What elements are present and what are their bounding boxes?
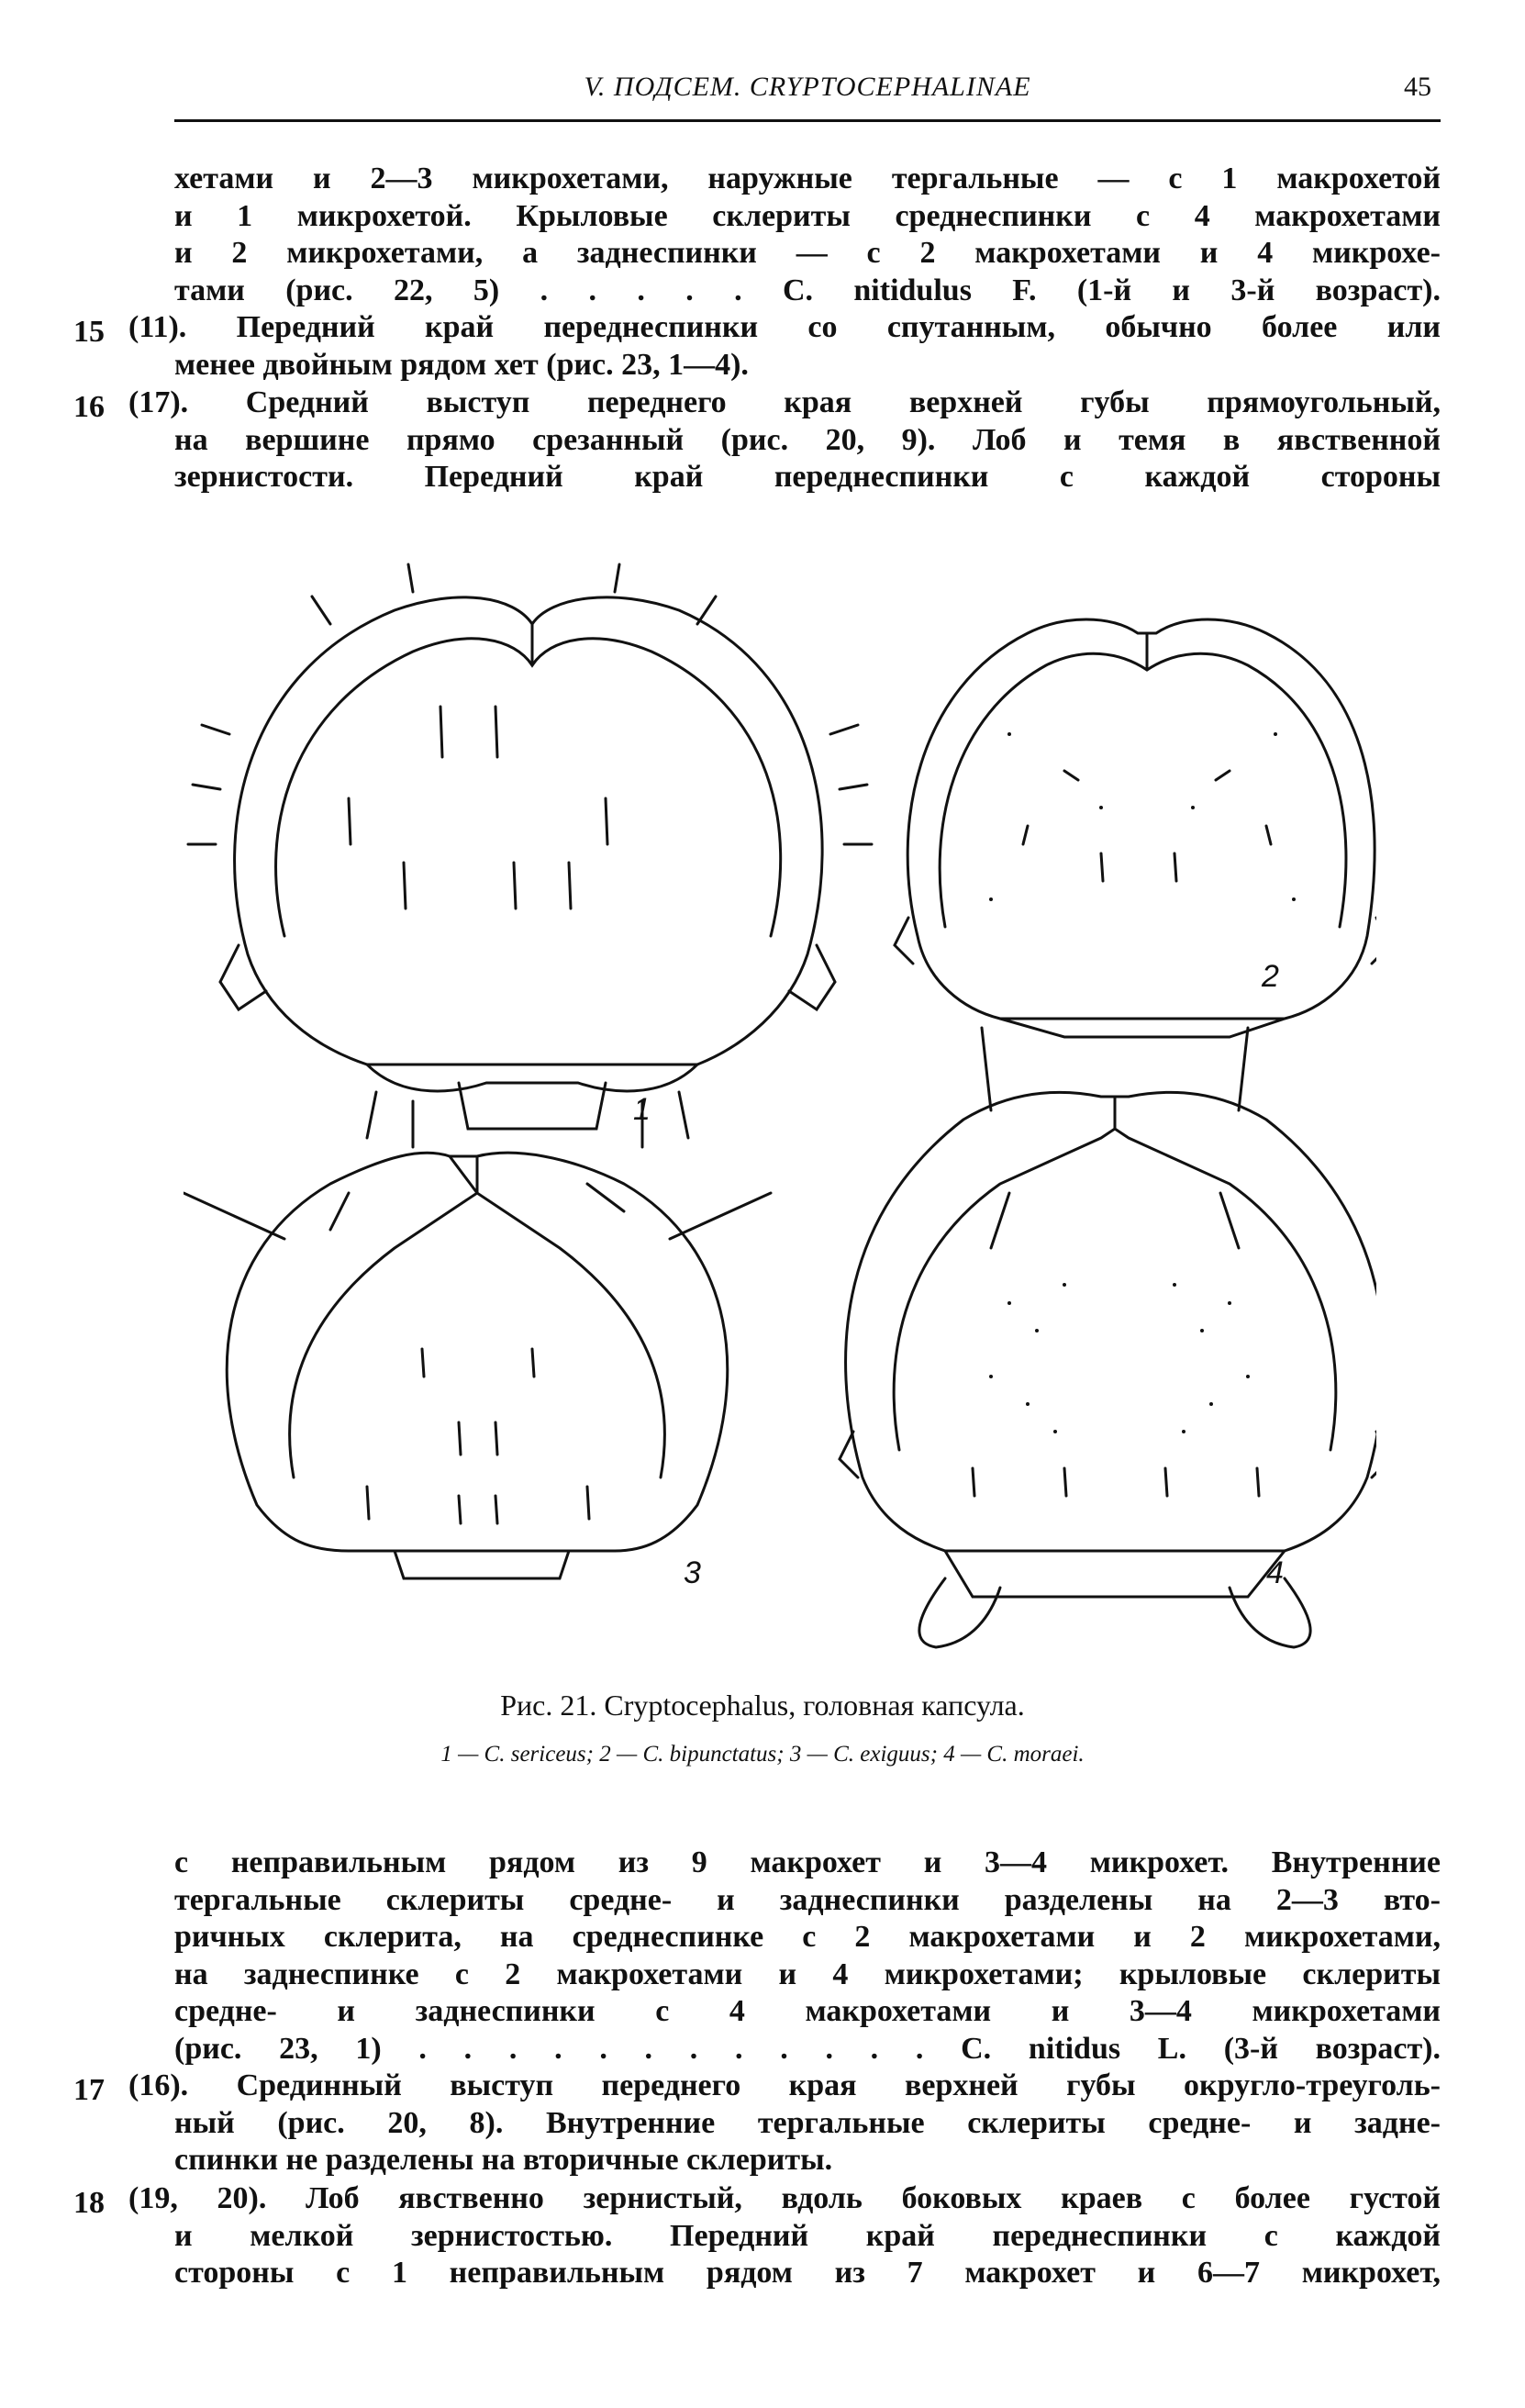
text-line: менее двойным рядом хет (рис. 23, 1—4).: [174, 347, 749, 382]
key-number-17: 17: [73, 2073, 105, 2107]
figure-label-1: 1: [633, 1092, 651, 1127]
key-number-18: 18: [73, 2186, 105, 2220]
drawing-4-moraei: [840, 1028, 1376, 1647]
key-number-15: 15: [73, 315, 105, 349]
key-item-17: [128, 2068, 1441, 2179]
figure-legend: 1 — C. sericeus; 2 — C. bipunctatus; 3 — C. exiguus; 4 — C. moraei.: [440, 1742, 1085, 1767]
figure-label-4: 4: [1266, 1555, 1284, 1590]
page-number: 45: [1404, 72, 1431, 102]
text-line: и мелкой зернистостью. Передний край переднеспинки с каждой: [174, 2218, 1441, 2253]
text-line: (16). Срединный выступ переднего края верхней губы округло-треуголь-: [128, 2068, 1441, 2102]
paragraph-continuation: [174, 161, 1441, 309]
key-item-16: [128, 385, 1441, 496]
text-line: и 1 микрохетой. Крыловые склериты среднеспинки с 4 макрохетами: [174, 198, 1441, 233]
text-line: хетами и 2—3 микрохетами, наружные тергальные — с 1 макрохетой: [174, 162, 1441, 195]
head-capsule-figure: [184, 551, 1376, 1652]
figure-label-3: 3: [684, 1555, 701, 1590]
running-title: V. ПОДСЕМ. CRYPTOCEPHALINAE: [584, 72, 1031, 102]
drawing-1-sericeus: [188, 564, 872, 1147]
text-line: с неправильным рядом из 9 макрохет и 3—4 микрохет. Внутренние: [174, 1845, 1441, 1879]
text-line: ричных склерита, на среднеспинке с 2 макрохетами и 2 микрохетами,: [174, 1920, 1441, 1954]
text-line: и 2 микрохетами, а заднеспинки — с 2 макрохетами и 4 микрохе-: [174, 236, 1441, 270]
header-rule: [174, 119, 1441, 122]
text-line: спинки не разделены на вторичные склериты.: [174, 2143, 833, 2177]
key-item-15: [128, 309, 1441, 384]
text-line: средне- и заднеспинки с 4 макрохетами и 3—4 микрохетами: [174, 1994, 1441, 2028]
paragraph-item16-continued: [174, 1845, 1441, 2068]
figure-caption: Рис. 21. Cryptocephalus, головная капсула.: [500, 1689, 1025, 1722]
text-line: стороны с 1 неправильным рядом из 7 макрохет и 6—7 микрохет,: [174, 2256, 1441, 2290]
figure-label-2: 2: [1262, 959, 1279, 994]
text-line: (рис. 23, 1) . . . . . . . . . . . . C. nitidus L. (3-й возраст).: [174, 2031, 1441, 2066]
text-line: ный (рис. 20, 8). Внутренние тергальные склериты средне- и задне-: [174, 2105, 1441, 2140]
text-line: (17). Средний выступ переднего края верхней губы прямоугольный,: [128, 385, 1441, 419]
text-line: зернистости. Передний край переднеспинки с каждой стороны: [174, 460, 1441, 494]
running-header: [174, 66, 1441, 112]
text-line: на заднеспинке с 2 макрохетами и 4 микрохетами; крыловые склериты: [174, 1956, 1441, 1991]
drawing-2-bipunctatus: [895, 619, 1376, 1037]
key-number-16: 16: [73, 390, 105, 424]
text-line: тергальные склериты средне- и заднеспинки разделены на 2—3 вто-: [174, 1882, 1441, 1917]
text-line: (11). Передний край переднеспинки со спутанным, обычно более или: [128, 310, 1441, 344]
text-line: (19, 20). Лоб явственно зернистый, вдоль боковых краев с более густой: [128, 2181, 1441, 2215]
key-item-18: [128, 2180, 1441, 2292]
drawing-3-exiguus: [184, 1153, 771, 1578]
text-line: тами (рис. 22, 5) . . . . . C. nitidulus F. (1-й и 3-й возраст).: [174, 273, 1441, 307]
text-line: на вершине прямо срезанный (рис. 20, 9). Лоб и темя в явственной: [174, 422, 1441, 457]
